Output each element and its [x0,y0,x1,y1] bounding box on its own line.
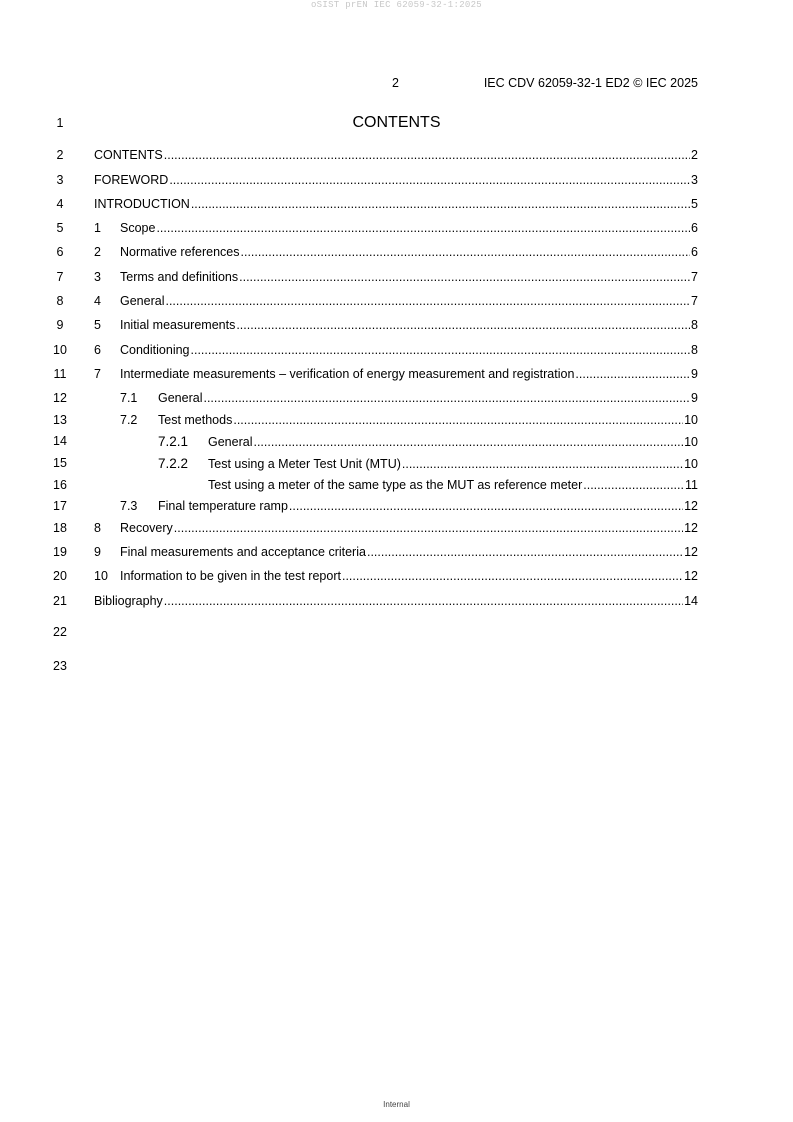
leader-dots [191,343,691,357]
leader-dots [156,221,690,235]
leader-dots [241,245,691,259]
leader-dots [583,478,684,492]
toc-entry-label: FOREWORD [94,173,169,187]
toc-entry-page: 10 [684,435,698,449]
line-number: 3 [56,173,64,187]
line-number: 12 [53,391,67,405]
line-number: 17 [53,499,67,513]
toc-entry-page: 9 [691,391,698,405]
document-reference: IEC CDV 62059-32-1 ED2 © IEC 2025 [483,76,698,90]
leader-dots [164,594,683,608]
toc-entry-label: General [158,391,203,405]
toc-entry-label: Scope [120,221,156,235]
toc-entry-test-report[interactable] [94,569,698,585]
toc-entry-page: 8 [691,318,698,332]
toc-entry-7-1-general[interactable] [94,391,698,407]
toc-entry-introduction[interactable] [94,197,698,213]
toc-entry-intermediate-measurements[interactable] [94,367,698,383]
toc-entry-number: 8 [94,521,101,535]
page-number: 2 [392,76,399,90]
line-number: 7 [56,270,64,284]
line-number: 1 [56,116,64,130]
toc-entry-label: Normative references [120,245,240,259]
toc-entry-page: 14 [684,594,698,608]
toc-entry-reference-meter[interactable] [94,478,698,494]
toc-entry-number: 7.2.2 [158,456,189,471]
contents-title: CONTENTS [352,114,441,131]
toc-entry-label: General [120,294,165,308]
line-number: 19 [53,545,67,559]
toc-entry-recovery[interactable] [94,521,698,537]
toc-entry-page: 9 [691,367,698,381]
line-number: 14 [53,434,67,448]
toc-entry-number: 4 [94,294,101,308]
line-number: 13 [53,413,67,427]
toc-entry-page: 12 [684,569,698,583]
leader-dots [236,318,690,332]
toc-entry-label: CONTENTS [94,148,163,162]
toc-entry-page: 3 [691,173,698,187]
line-number: 8 [56,294,64,308]
toc-entry-number: 2 [94,245,101,259]
toc-entry-number: 1 [94,221,101,235]
line-number: 20 [53,569,67,583]
toc-entry-label: Test methods [158,413,233,427]
toc-entry-page: 7 [691,270,698,284]
toc-entry-page: 6 [691,245,698,259]
toc-entry-number: 7.2 [120,413,138,427]
line-number: 22 [53,625,67,639]
line-number: 2 [56,148,64,162]
toc-entry-7-3-final-temperature-ramp[interactable] [94,499,698,515]
toc-entry-page: 6 [691,221,698,235]
leader-dots [174,521,683,535]
toc-entry-number: 3 [94,270,101,284]
toc-entry-page: 11 [685,478,698,492]
toc-entry-final-measurements[interactable] [94,545,698,561]
toc-entry-page: 12 [684,545,698,559]
line-number: 9 [56,318,64,332]
leader-dots [169,173,690,187]
toc-entry-page: 2 [691,148,698,162]
toc-entry-label: INTRODUCTION [94,197,190,211]
toc-entry-conditioning[interactable] [94,343,698,359]
leader-dots [191,197,690,211]
line-number: 6 [56,245,64,259]
line-number: 5 [56,221,64,235]
toc-entry-label: Recovery [120,521,173,535]
toc-entry-number: 10 [94,569,108,583]
toc-entry-label: Terms and definitions [120,270,239,284]
toc-entry-number: 9 [94,545,101,559]
footer-classification: Internal [383,1100,410,1109]
toc-entry-page: 8 [691,343,698,357]
toc-entry-page: 12 [684,499,698,513]
watermark: oSIST prEN IEC 62059-32-1:2025 [310,0,483,10]
toc-entry-label: Test using a meter of the same type as the MUT as reference meter [208,478,583,492]
leader-dots [164,148,690,162]
toc-entry-page: 12 [684,521,698,535]
toc-entry-label: Test using a Meter Test Unit (MTU) [208,457,401,471]
line-number: 15 [53,456,67,470]
toc-entry-7-2-2-mtu[interactable] [94,456,698,472]
toc-entry-number: 5 [94,318,101,332]
toc-entry-foreword[interactable] [94,173,698,189]
toc-entry-number: 7.3 [120,499,138,513]
leader-dots [289,499,683,513]
toc-entry-normative-references[interactable] [94,245,698,261]
leader-dots [342,569,683,583]
toc-entry-initial-measurements[interactable] [94,318,698,334]
leader-dots [239,270,690,284]
line-number: 21 [53,594,67,608]
line-number: 16 [53,478,67,492]
toc-entry-number: 7 [94,367,101,381]
leader-dots [402,457,683,471]
line-number: 10 [53,343,67,357]
leader-dots [575,367,690,381]
toc-entry-label: Final measurements and acceptance criteria [120,545,366,559]
line-number: 4 [56,197,64,211]
toc-entry-7-2-1-general[interactable] [94,434,698,450]
toc-entry-label: General [208,435,253,449]
toc-entry-general[interactable] [94,294,698,310]
toc-entry-terms-and-definitions[interactable] [94,270,698,286]
toc-entry-number: 7.1 [120,391,138,405]
toc-entry-label: Conditioning [120,343,190,357]
toc-entry-label: Information to be given in the test report [120,569,341,583]
line-number: 23 [53,659,67,673]
toc-entry-scope[interactable] [94,221,698,237]
toc-entry-number: 6 [94,343,101,357]
toc-entry-label: Initial measurements [120,318,236,332]
leader-dots [203,391,690,405]
leader-dots [253,435,683,449]
toc-entry-page: 10 [684,413,698,427]
leader-dots [367,545,683,559]
line-number: 18 [53,521,67,535]
line-number: 11 [53,367,67,381]
toc-entry-page: 7 [691,294,698,308]
toc-entry-contents[interactable] [94,148,698,164]
page-header [0,76,793,92]
leader-dots [165,294,690,308]
toc-entry-label: Intermediate measurements – verification of energy measurement and registration [120,367,575,381]
toc-entry-label: Final temperature ramp [158,499,288,513]
leader-dots [233,413,683,427]
toc-entry-number: 7.2.1 [158,434,189,449]
toc-entry-page: 5 [691,197,698,211]
toc-entry-page: 10 [684,457,698,471]
toc-entry-bibliography[interactable] [94,594,698,610]
toc-entry-label: Bibliography [94,594,163,608]
toc-entry-7-2-test-methods[interactable] [94,413,698,429]
